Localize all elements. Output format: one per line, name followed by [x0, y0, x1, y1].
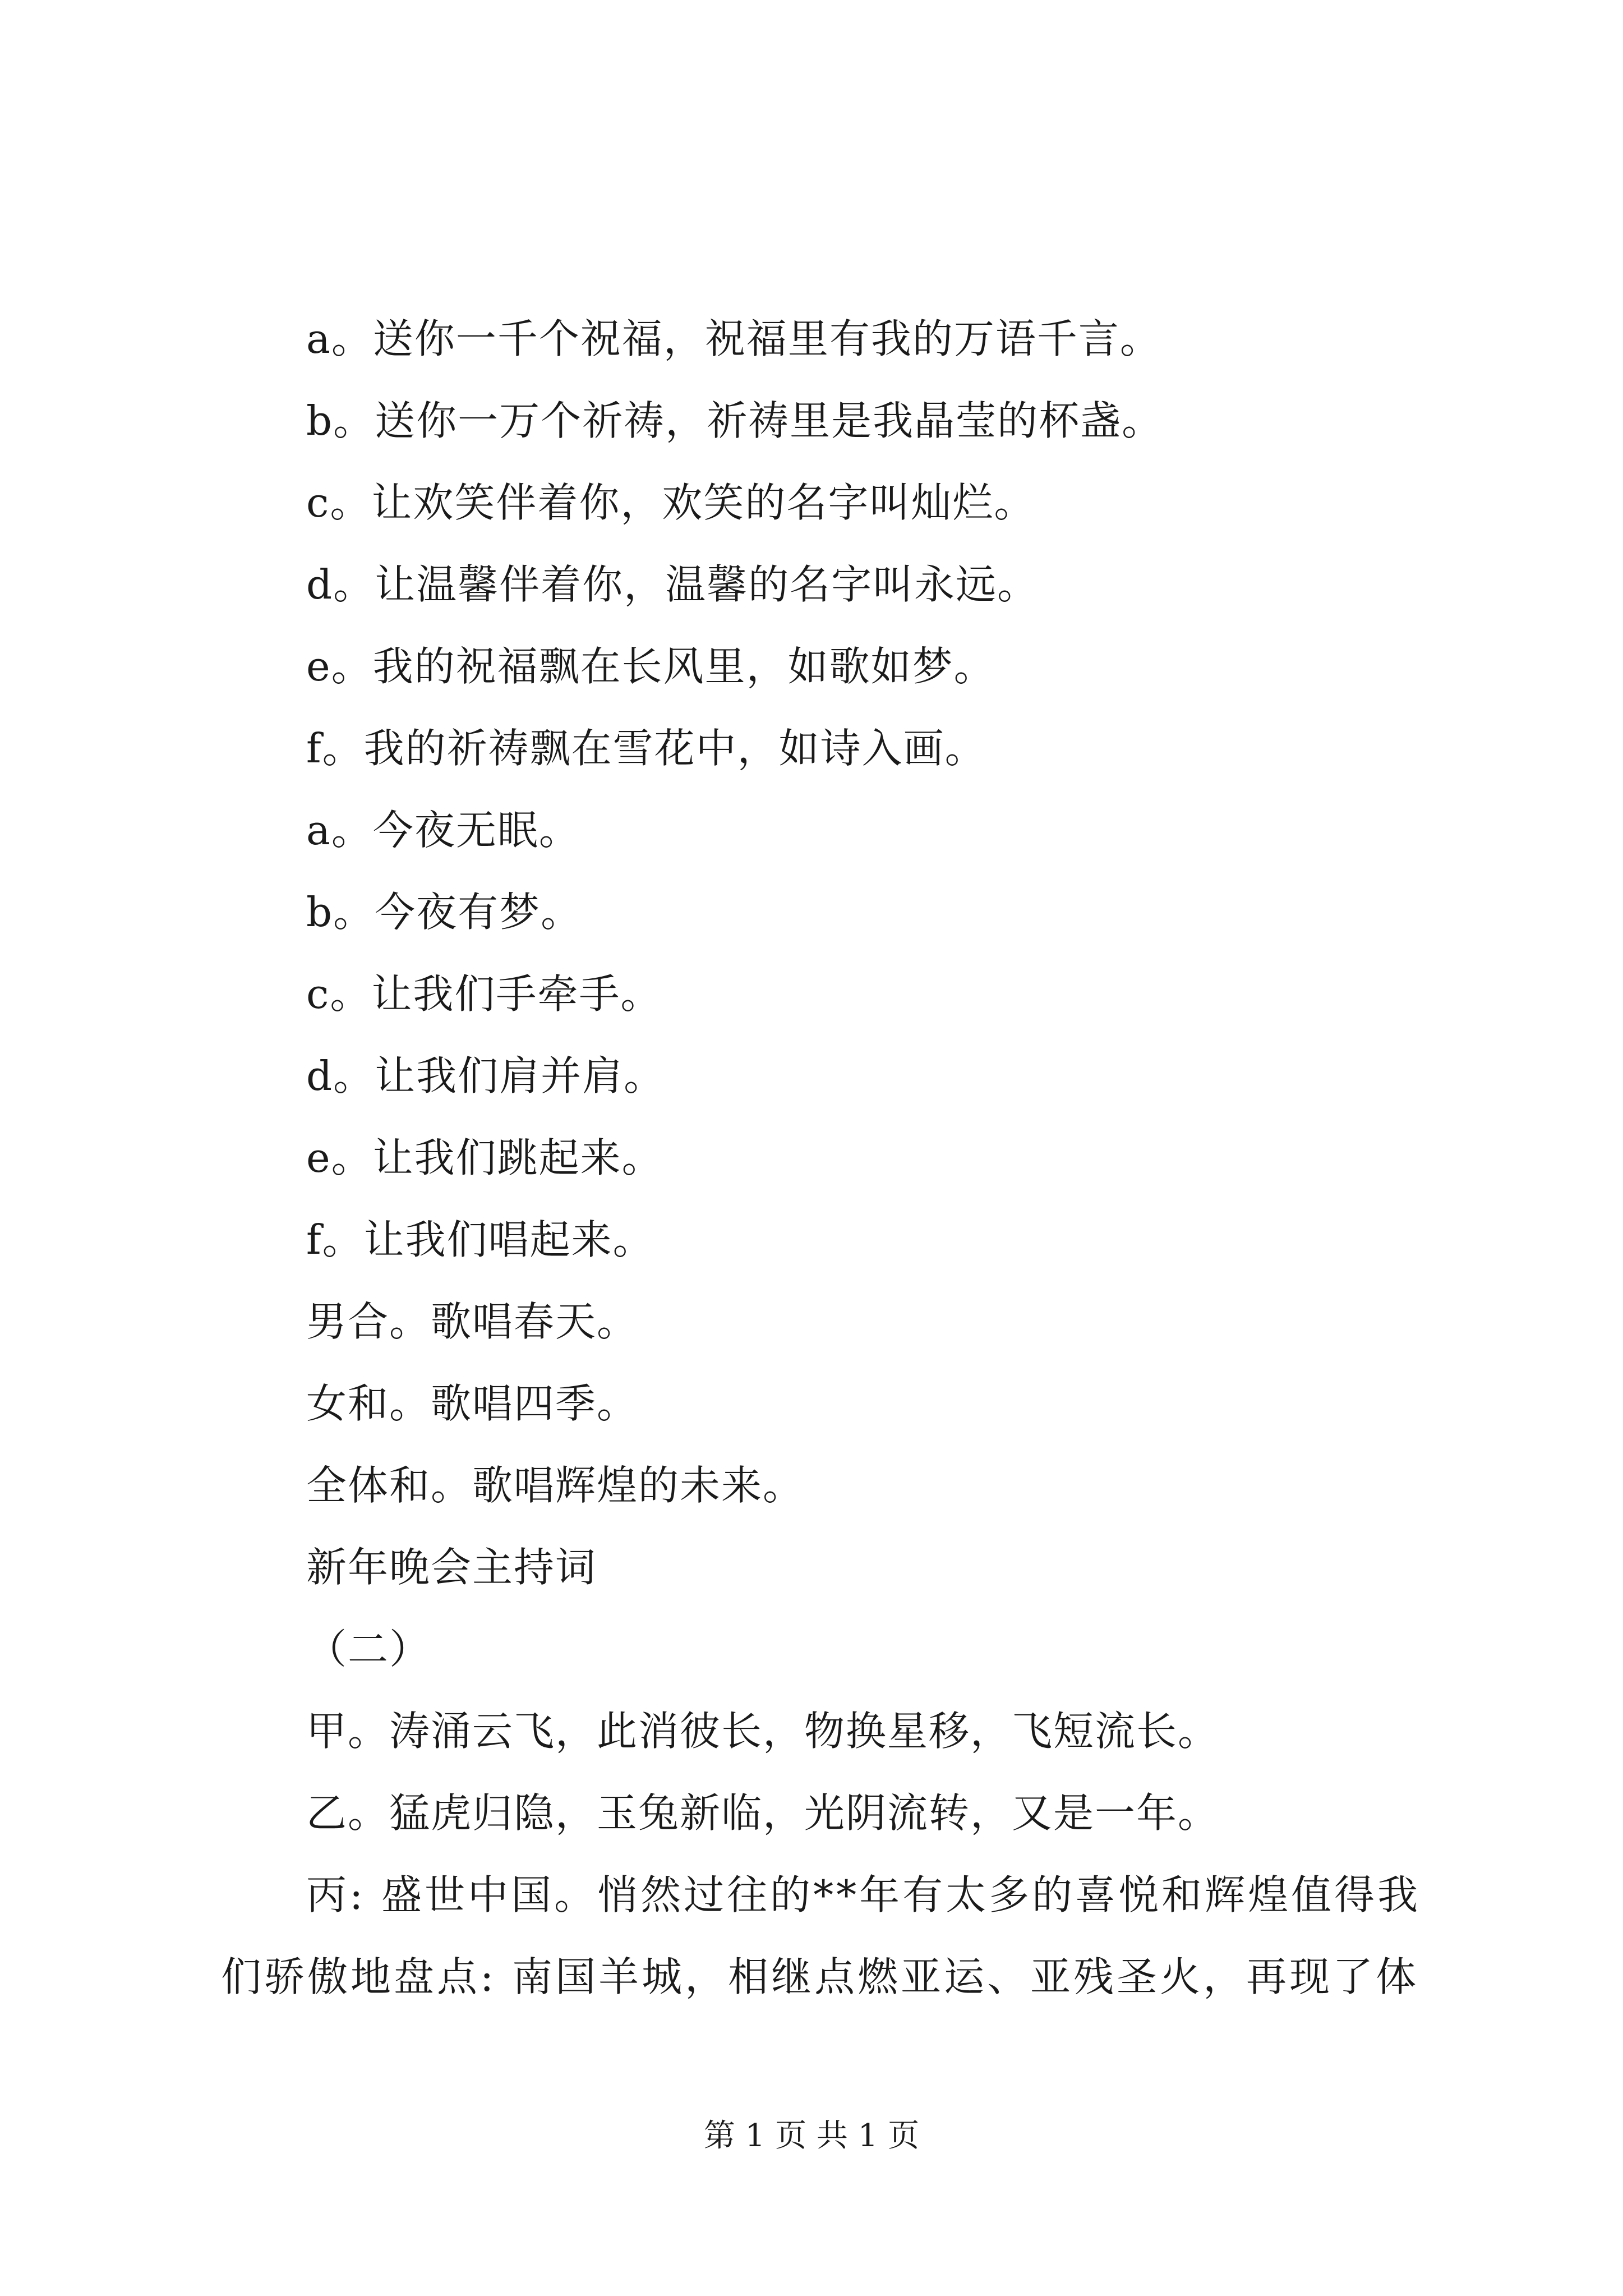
paragraph-line: 们骄傲地盘点: 南国羊城，相继点燃亚运、亚残圣火，再现了体 — [221, 1953, 1419, 2000]
text-line: b。送你一万个祈祷，祈祷里是我晶莹的杯盏。 — [306, 397, 1164, 444]
text-line: e。让我们跳起来。 — [306, 1134, 663, 1181]
paragraph-line: 丙: 盛世中国。悄然过往的**年有太多的喜悦和辉煌值得我 — [306, 1871, 1421, 1918]
text-line: 全体和。歌唱辉煌的未来。 — [306, 1462, 805, 1509]
text-line: 男合。歌唱春天。 — [306, 1298, 639, 1345]
text-line: 女和。歌唱四季。 — [306, 1380, 639, 1427]
text-line: f。我的祈祷飘在雪花中，如诗入画。 — [306, 725, 986, 772]
text-line: a。送你一千个祝福，祝福里有我的万语千言。 — [306, 315, 1161, 362]
text-line: d。让温馨伴着你，温馨的名字叫永远。 — [306, 561, 1039, 608]
text-line: c。让我们手牵手。 — [306, 970, 662, 1018]
page-footer: 第 1 页 共 1 页 — [703, 2118, 920, 2154]
text-line: b。今夜有梦。 — [306, 889, 583, 936]
text-line: 甲。涛涌云飞，此消彼长，物换星移，飞短流长。 — [306, 1708, 1220, 1755]
section-subtitle: （二） — [306, 1626, 431, 1673]
text-line: a。今夜无眠。 — [306, 807, 580, 854]
section-title: 新年晚会主持词 — [306, 1544, 597, 1591]
text-line: 乙。猛虎归隐，玉兔新临，光阴流转，又是一年。 — [306, 1789, 1220, 1837]
text-line: d。让我们肩并肩。 — [306, 1052, 666, 1099]
text-line: c。让欢笑伴着你，欢笑的名字叫灿烂。 — [306, 479, 1036, 526]
text-line: e。我的祝福飘在长风里，如歌如梦。 — [306, 643, 995, 690]
text-line: f。让我们唱起来。 — [306, 1216, 654, 1263]
